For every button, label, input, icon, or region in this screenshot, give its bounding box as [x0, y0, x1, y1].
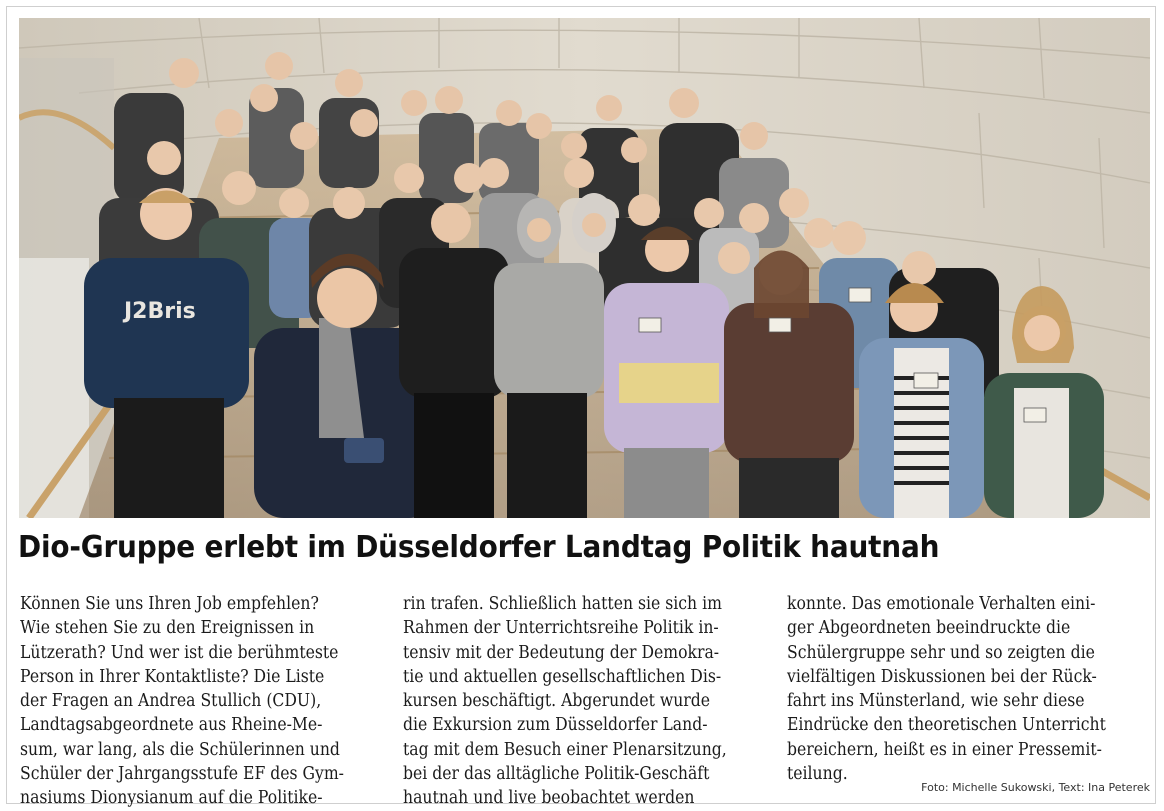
text-line: ger Abgeordneten beeindruckte die — [787, 618, 1071, 639]
article-column-1 — [20, 592, 400, 811]
text-line: fahrt ins Münsterland, wie sehr diese — [787, 691, 1085, 712]
text-line: Schüler der Jahrgangsstufe EF des Gym- — [20, 764, 344, 785]
group-photo — [19, 18, 1150, 518]
text-line: Eindrücke den theoretischen Unterricht — [787, 715, 1106, 736]
text-line: konnte. Das emotionale Verhalten eini- — [787, 594, 1096, 614]
text-line: kursen beschäftigt. Abgerundet wurde — [403, 691, 711, 712]
text-line: hautnah und live beobachtet werden — [403, 788, 695, 809]
text-line: Können Sie uns Ihren Job empfehlen? — [20, 594, 319, 614]
text-line: tie und aktuellen gesellschaftlichen Dis- — [403, 666, 722, 687]
photo-text-credit: Foto: Michelle Sukowski, Text: Ina Peterek — [921, 781, 1150, 794]
text-line: Landtagsabgeordnete aus Rheine-Me- — [20, 715, 323, 736]
text-line: die Exkursion zum Düsseldorfer Land- — [403, 715, 708, 736]
text-line: Schülergruppe sehr und so zeigten die — [787, 642, 1095, 663]
text-line: bereichern, heißt es in einer Pressemit- — [787, 739, 1102, 760]
text-line: Lützerath? Und wer ist die berühmteste — [20, 642, 339, 663]
text-line: vielfältigen Diskussionen bei der Rück- — [787, 666, 1097, 687]
text-line: der Fragen an Andrea Stullich (CDU), — [20, 691, 322, 712]
text-line: sum, war lang, als die Schülerinnen und — [20, 739, 340, 760]
hoodie-print: J2Bris — [124, 299, 196, 324]
article-headline: Dio-Gruppe erlebt im Düsseldorfer Landtag Politik hautnah — [18, 530, 940, 565]
text-line: tag mit dem Besuch einer Plenarsitzung, — [403, 739, 727, 760]
text-line: Wie stehen Sie zu den Ereignissen in — [20, 618, 315, 639]
text-line: rin trafen. Schließlich hatten sie sich im — [403, 594, 722, 614]
article-column-3 — [787, 592, 1164, 786]
text-line: Rahmen der Unterrichtsreihe Politik in- — [403, 618, 719, 639]
text-line: teilung. — [787, 764, 848, 785]
article-column-2 — [403, 592, 783, 811]
text-line: tensiv mit der Bedeutung der Demokra- — [403, 642, 720, 663]
text-line: nasiums Dionysianum auf die Politike- — [20, 788, 323, 809]
text-line: bei der das alltägliche Politik-Geschäft — [403, 764, 710, 785]
group-photo-illustration — [19, 18, 1150, 518]
text-line: Person in Ihrer Kontaktliste? Die Liste — [20, 666, 325, 687]
